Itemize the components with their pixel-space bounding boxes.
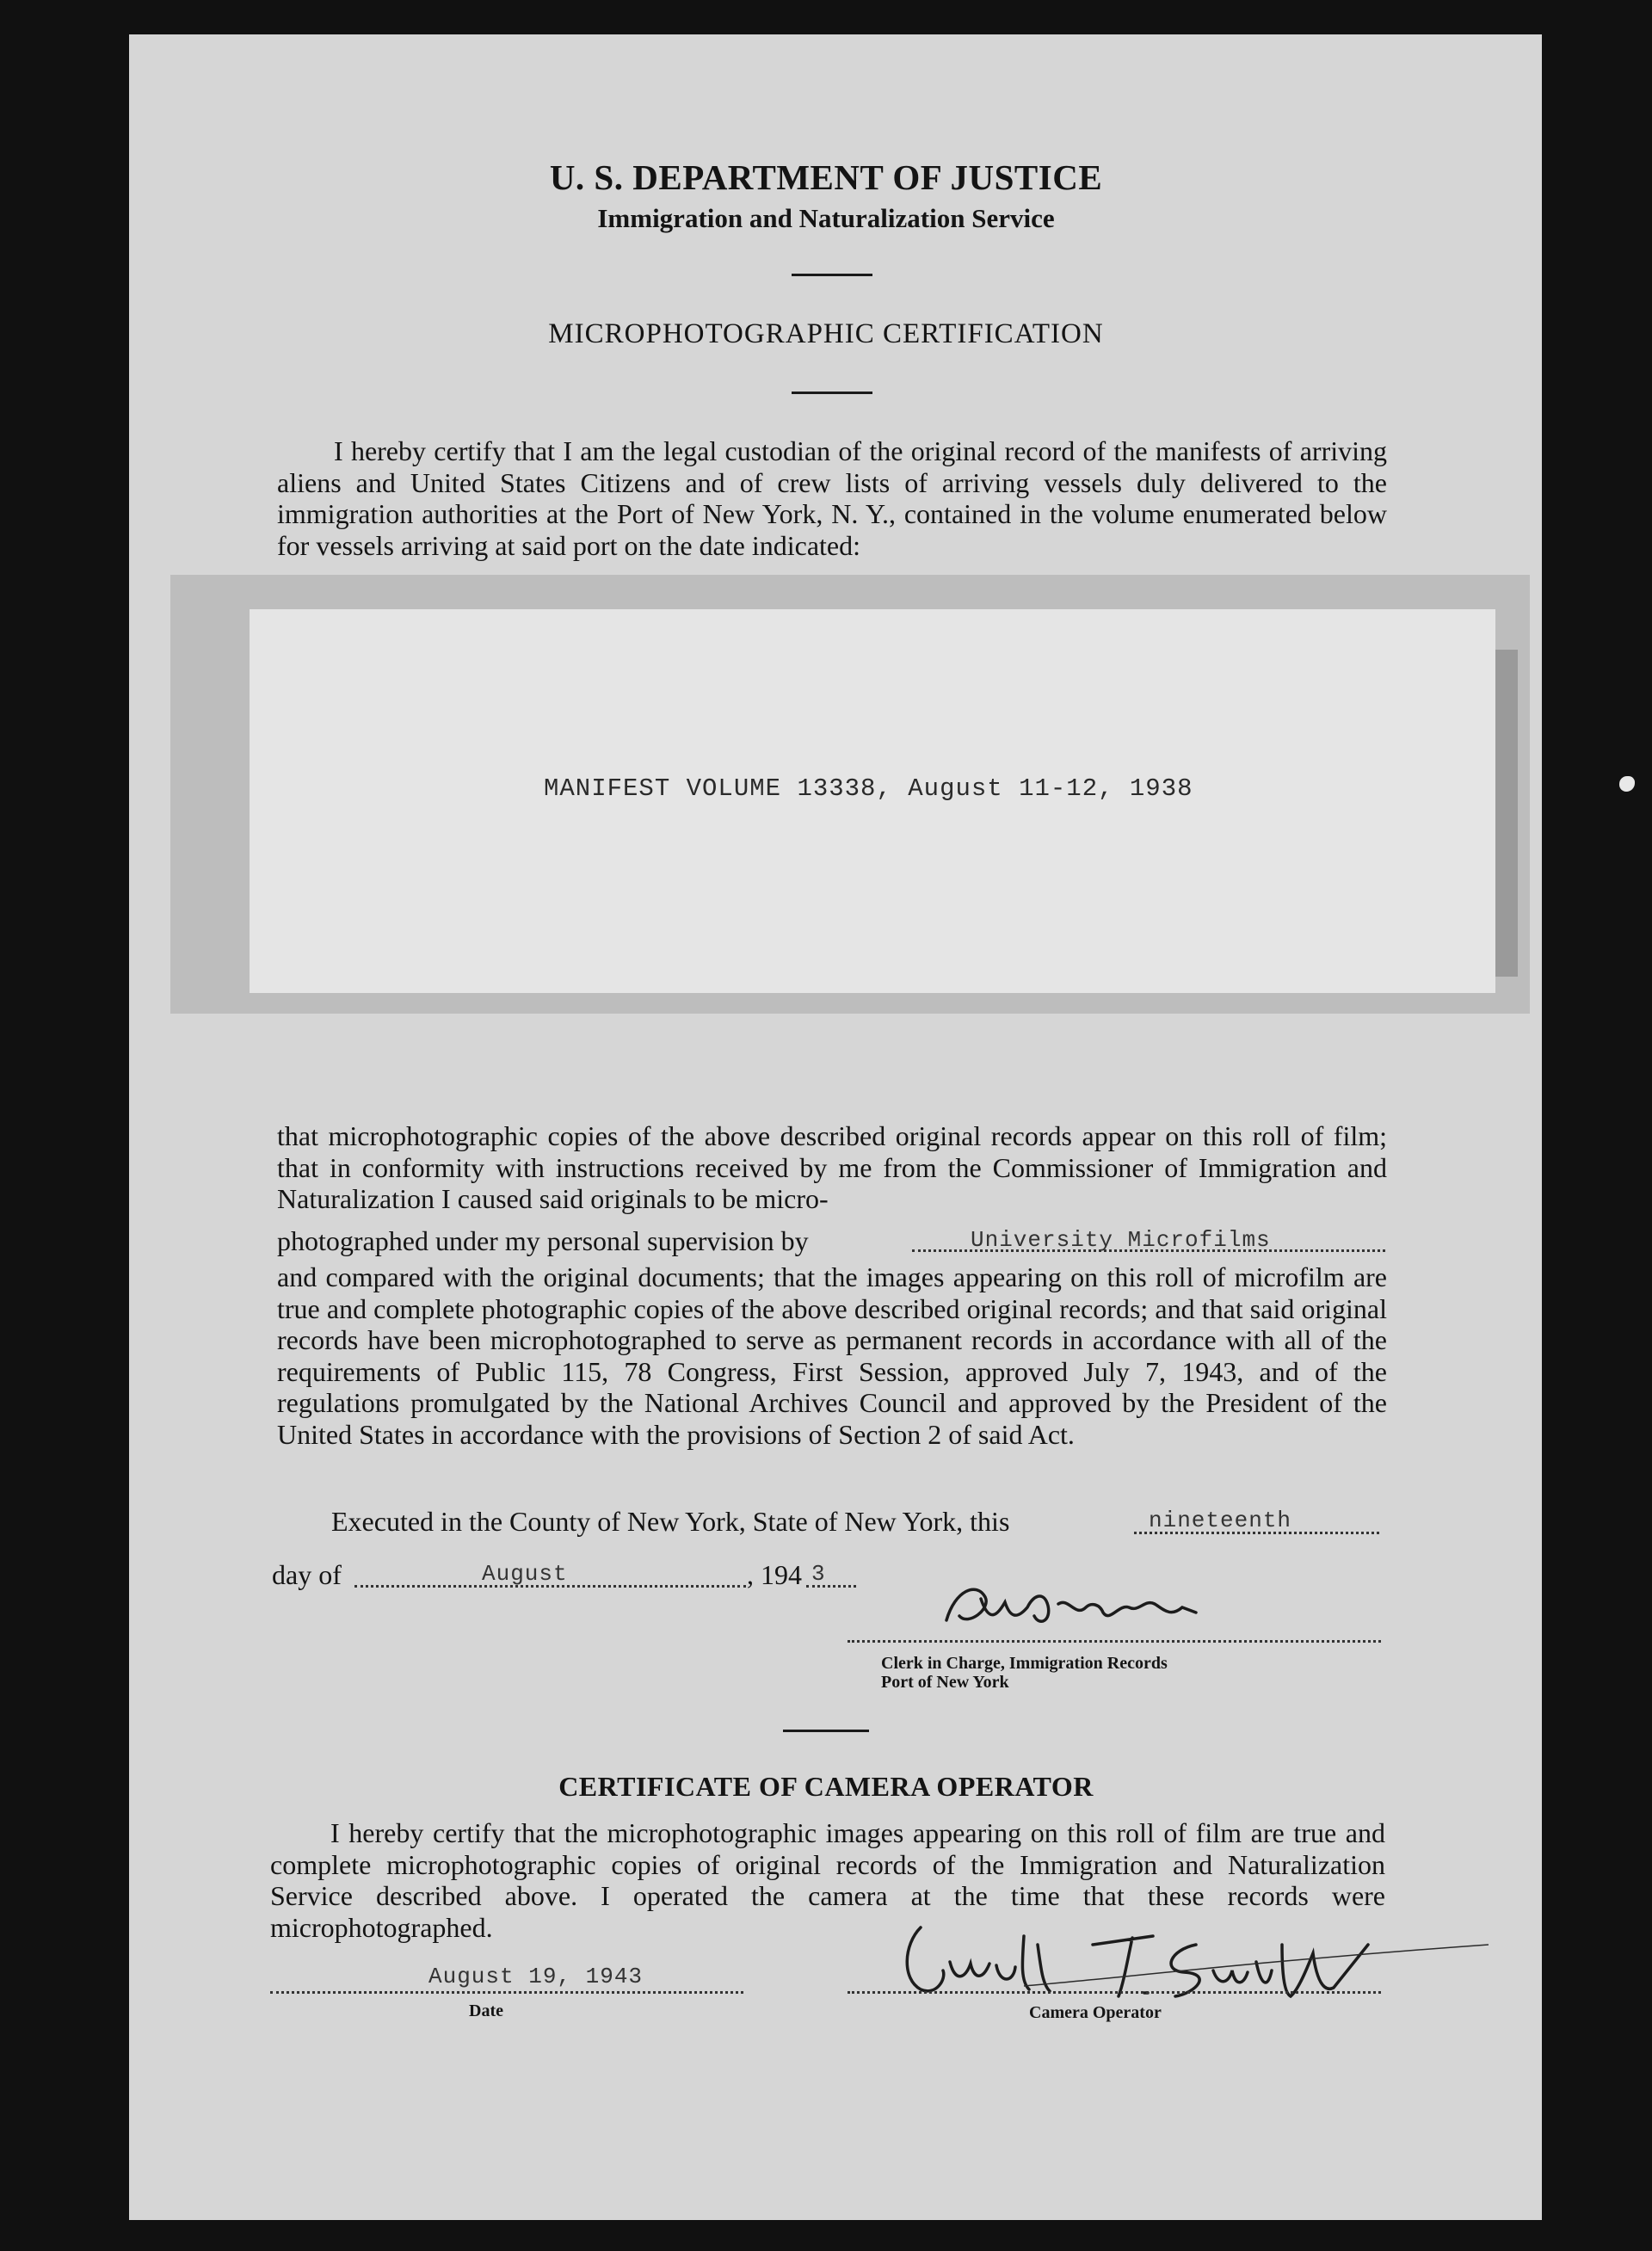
- film-speck: [1619, 776, 1635, 792]
- clerk-title-line1: Clerk in Charge, Immigration Records: [881, 1654, 1168, 1673]
- clerk-title-line2: Port of New York: [881, 1673, 1009, 1692]
- year-prefix: , 194: [747, 1559, 802, 1590]
- date-line: [270, 1991, 743, 1994]
- camera-certificate-text: I hereby certify that the microphotographic images appearing on this roll of film are true and complete microphotographic copies of original records of the Immigration and Naturalization Service described above. I operated the camera at the time that these records were microphotographed.: [270, 1817, 1385, 1943]
- supervision-fill: University Microfilms: [971, 1227, 1271, 1253]
- execution-text: Executed in the County of New York, State of New York, this: [331, 1506, 1010, 1537]
- divider: [792, 274, 872, 276]
- day-fill: nineteenth: [1149, 1508, 1292, 1533]
- day-of-label: day of: [272, 1559, 342, 1590]
- department-heading: U. S. DEPARTMENT OF JUSTICE: [549, 157, 1103, 197]
- divider: [783, 1730, 869, 1732]
- camera-operator-label: Camera Operator: [1029, 2003, 1162, 2022]
- clerk-signature: [938, 1573, 1282, 1642]
- body-paragraph-start: that microphotographic copies of the above described original records appear on this roll of film; that in conformity with instructions received by me from the Commissioner of Immigration and Naturalization I caused said originals to be micro-: [277, 1120, 1387, 1214]
- camera-operator-signature: [886, 1910, 1489, 2014]
- camera-certificate-title: CERTIFICATE OF CAMERA OPERATOR: [558, 1771, 1094, 1802]
- intro-paragraph: I hereby certify that I am the legal custodian of the original record of the manifests of arriving aliens and United States Citizens and of crew lists of arriving vessels duly delivered to the immigration authorities at the Port of New York, N. Y., contained in the volume enumerated below for vessels arriving at said port on the date indicated:: [277, 435, 1387, 561]
- body-paragraph-rest: and compared with the original documents; that the images appearing on this roll of microfilm are true and complete photographic copies of the above described original records; and that said original records have been microphotographed to serve as permanent records in accordance with all of the requirements of Public 115, 78 Congress, First Session, approved July 7, 1943, and of the regulations promulgated by the National Archives Council and approved by the President of the United States in accordance with the provisions of Section 2 of said Act.: [277, 1261, 1387, 1450]
- camera-date-fill: August 19, 1943: [428, 1964, 644, 1989]
- clerk-signature-line: [848, 1640, 1381, 1643]
- month-fill: August: [482, 1561, 568, 1587]
- year-fill: 3: [811, 1561, 826, 1587]
- date-label: Date: [469, 2001, 503, 2020]
- clerk-title: [881, 1654, 1168, 1692]
- certification-title: MICROPHOTOGRAPHIC CERTIFICATION: [548, 318, 1104, 349]
- service-heading: Immigration and Naturalization Service: [597, 203, 1055, 233]
- divider: [792, 392, 872, 394]
- manifest-volume-label: MANIFEST VOLUME 13338, August 11-12, 1938: [544, 774, 1193, 803]
- supervision-label: photographed under my personal supervision by: [277, 1225, 809, 1256]
- operator-signature-line: [848, 1991, 1381, 1994]
